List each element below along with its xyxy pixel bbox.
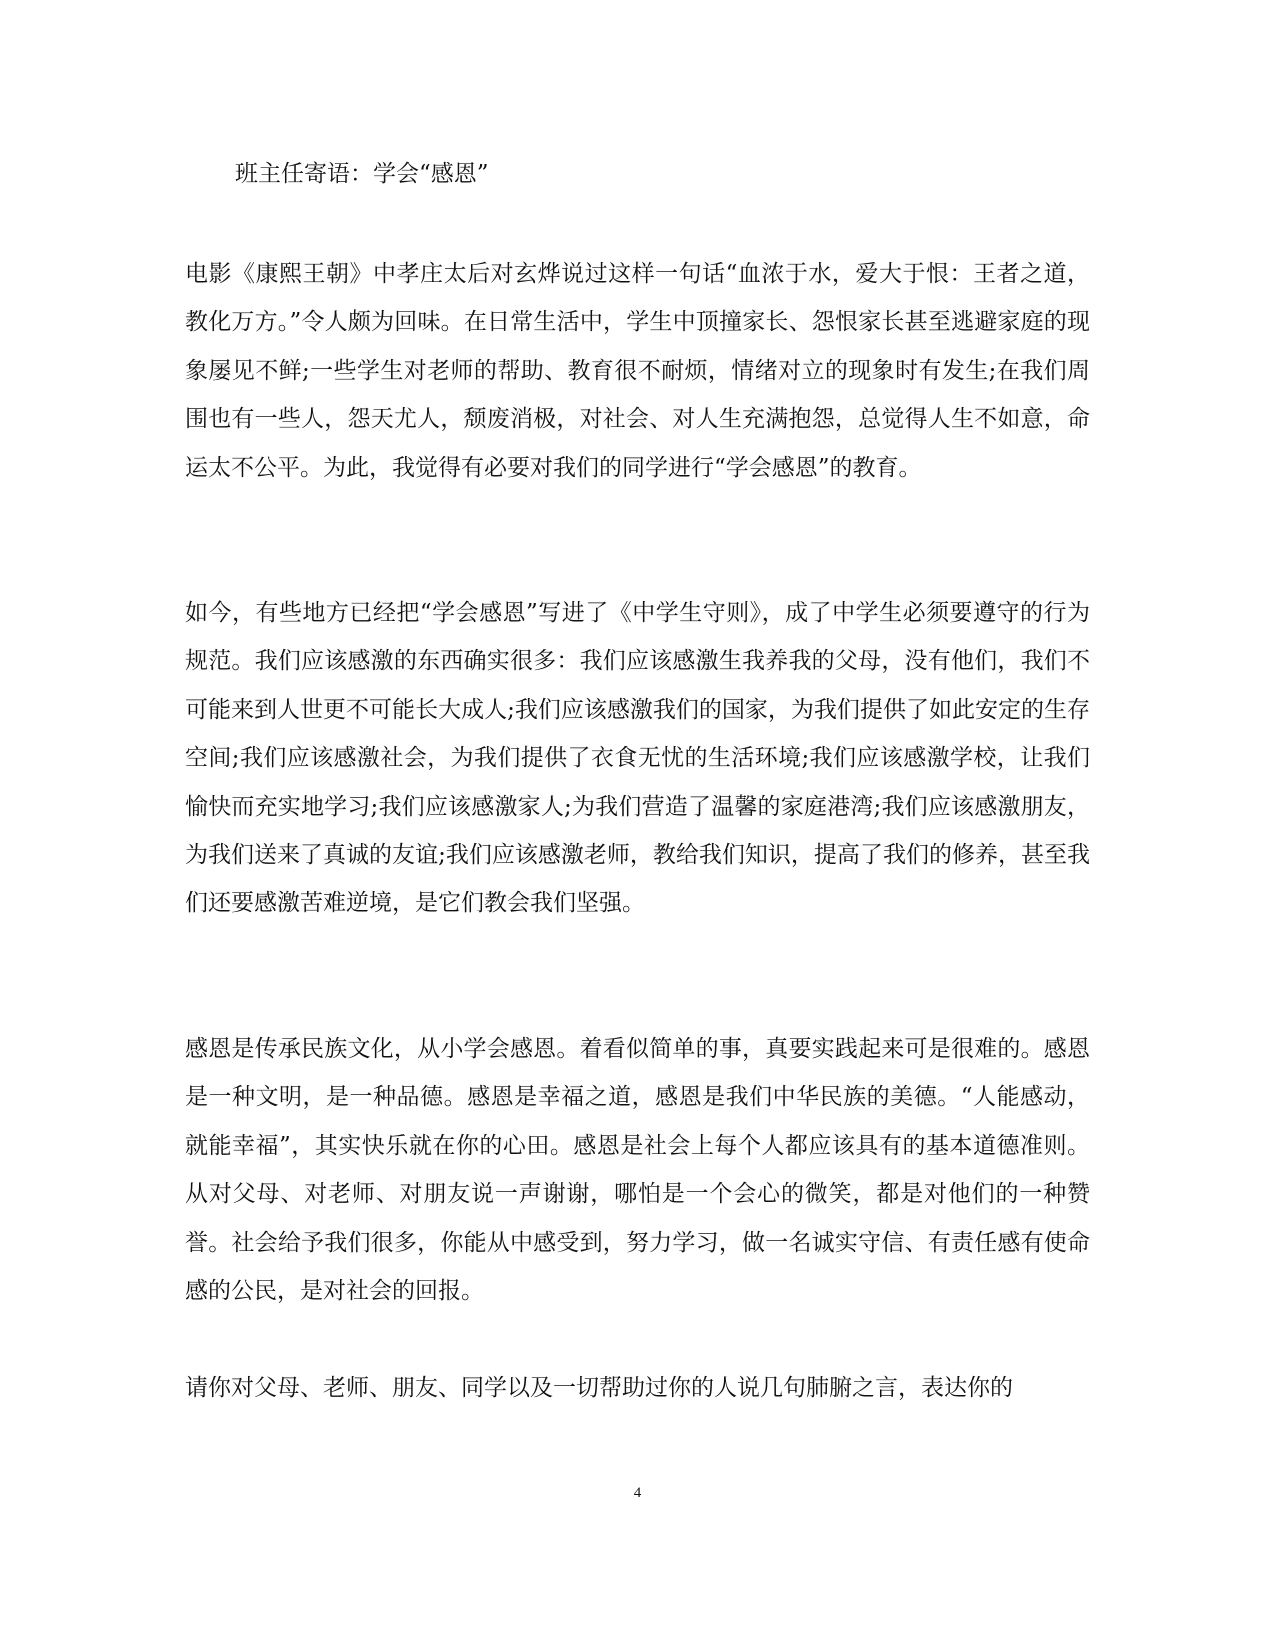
paragraph-3: 感恩是传承民族文化，从小学会感恩。着看似简单的事，真要实践起来可是很难的。感恩是一种文明，是一种品德。感恩是幸福之道，感恩是我们中华民族的美德。“人能感动，就能幸福”，其实快乐就在你的心田。感恩是社会上每个人都应该具有的基本道德准则。从对父母、对老师、对朋友说一声谢谢，哪怕是一个会心的微笑，都是对他们的一种赞誉。社会给予我们很多，你能从中感受到，努力学习，做一名诚实守信、有责任感有使命感的公民，是对社会的回报。 <box>185 1036 1090 1305</box>
page-number: 4 <box>633 1485 642 1501</box>
paragraph-2: 如今，有些地方已经把“学会感恩”写进了《中学生守则》，成了中学生必须要遵守的行为规范。我们应该感激的东西确实很多：我们应该感激生我养我的父母，没有他们，我们不可能来到人世更不可能长大成人;我们应该感激我们的国家，为我们提供了如此安定的生存空间;我们应该感激社会，为我们提供了衣食无忧的生活环境;我们应该感激学校，让我们愉快而充实地学习;我们应该感激家人;为我们营造了温馨的家庭港湾;我们应该感激朋友，为我们送来了真诚的友谊;我们应该感激老师，教给我们知识，提高了我们的修养，甚至我们还要感激苦难逆境，是它们教会我们坚强。 <box>185 600 1090 917</box>
paragraph-1: 电影《康熙王朝》中孝庄太后对玄烨说过这样一句话“血浓于水，爱大于恨：王者之道，教化万方。”令人颇为回味。在日常生活中，学生中顶撞家长、怨恨家长甚至逃避家庭的现象屡见不鲜;一些学生对老师的帮助、教育很不耐烦，情绪对立的现象时有发生;在我们周围也有一些人，怨天尤人，颓废消极，对社会、对人生充满抱怨，总觉得人生不如意，命运太不公平。为此，我觉得有必要对我们的同学进行“学会感恩”的教育。 <box>185 261 1090 481</box>
paragraph-4: 请你对父母、老师、朋友、同学以及一切帮助过你的人说几句肺腑之言，表达你的 <box>185 1375 1013 1401</box>
document-title: 班主任寄语：学会“感恩” <box>235 161 489 187</box>
